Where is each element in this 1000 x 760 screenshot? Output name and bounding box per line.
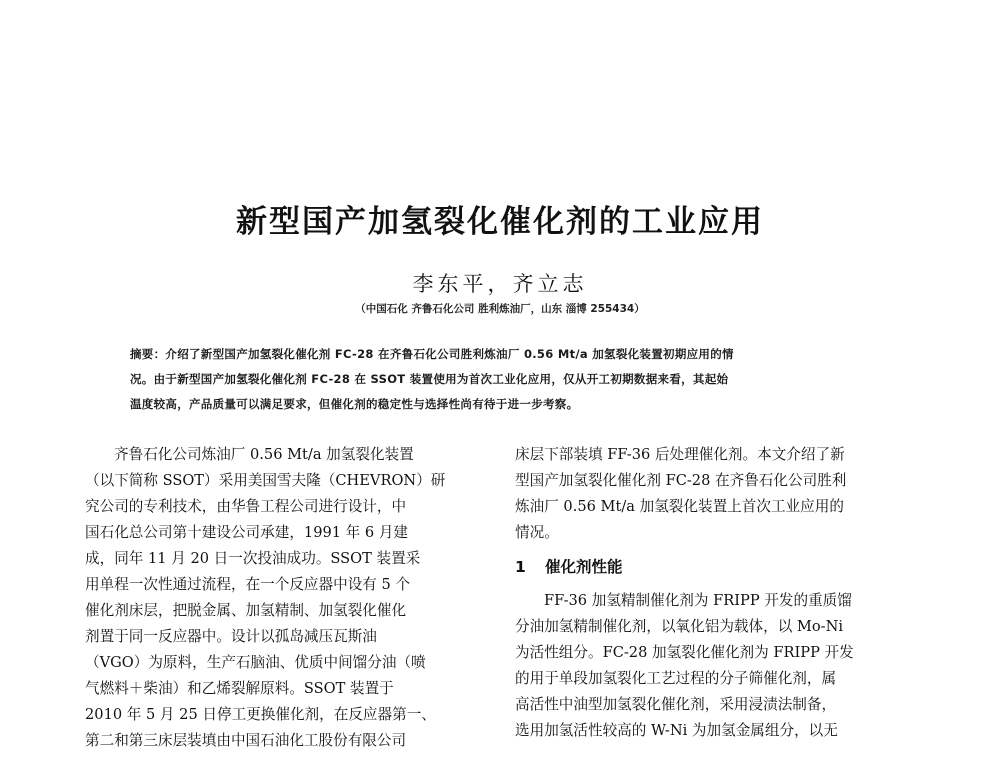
body-line: 2010 年 5 月 25 日停工更换催化剂，在反应器第一、 xyxy=(85,706,436,723)
abstract-line: 况。由于新型国产加氢裂化催化剂 FC-28 在 SSOT 装置使用为首次工业化应用，仅从开工初期数据来看，其起始 xyxy=(130,372,729,386)
body-line: 催化剂床层，把脱金属、加氢精制、加氢裂化催化 xyxy=(85,602,407,619)
abstract-line: 摘要：介绍了新型国产加氢裂化催化剂 FC-28 在齐鲁石化公司胜利炼油厂 0.56 Mt/a 加氢裂化装置初期应用的情 xyxy=(130,347,734,361)
body-line: 用单程一次性通过流程，在一个反应器中设有 5 个 xyxy=(85,576,411,593)
body-line: 情况。 xyxy=(515,524,559,541)
body-line: （VGO）为原料，生产石脑油、优质中间馏分油（喷 xyxy=(85,654,426,671)
body-line: 床层下部装填 FF-36 后处理催化剂。本文介绍了新 xyxy=(515,446,845,463)
body-line: 国石化总公司第十建设公司承建，1991 年 6 月建 xyxy=(85,524,409,541)
body-line: 选用加氢活性较高的 W-Ni 为加氢金属组分，以无 xyxy=(515,722,838,739)
paper-authors: 李东平，齐立志 xyxy=(412,272,588,296)
abstract-block xyxy=(130,342,875,417)
left-column xyxy=(85,442,485,754)
body-line: 气燃料＋柴油）和乙烯裂解原料。SSOT 装置于 xyxy=(85,680,394,697)
right-column xyxy=(515,442,915,744)
section-heading xyxy=(515,554,915,580)
body-line: 剂置于同一反应器中。设计以孤岛减压瓦斯油 xyxy=(85,628,377,645)
body-line: 的用于单段加氢裂化工艺过程的分子筛催化剂，属 xyxy=(515,670,837,687)
body-line: 成，同年 11 月 20 日一次投油成功。SSOT 装置采 xyxy=(85,550,421,567)
body-line: （以下简称 SSOT）采用美国雪夫隆（CHEVRON）研 xyxy=(85,472,446,489)
body-line: 高活性中油型加氢裂化催化剂，采用浸渍法制备， xyxy=(515,696,837,713)
body-line: 究公司的专利技术，由华鲁工程公司进行设计，中 xyxy=(85,498,407,515)
body-line: 分油加氢精制催化剂，以氧化铝为载体，以 Mo-Ni xyxy=(515,618,844,635)
paper-affiliation: （中国石化 齐鲁石化公司 胜利炼油厂，山东 淄博 255434） xyxy=(355,303,645,315)
section-number: 1 xyxy=(515,558,526,576)
body-line: 齐鲁石化公司炼油厂 0.56 Mt/a 加氢裂化装置 xyxy=(114,446,414,463)
body-line: 为活性组分。FC-28 加氢裂化催化剂为 FRIPP 开发 xyxy=(515,644,854,661)
section-title: 催化剂性能 xyxy=(545,558,623,576)
body-line: 炼油厂 0.56 Mt/a 加氢裂化装置上首次工业应用的 xyxy=(515,498,844,515)
abstract-line: 温度较高，产品质量可以满足要求，但催化剂的稳定性与选择性尚有待于进一步考察。 xyxy=(130,397,579,411)
body-line: FF-36 加氢精制催化剂为 FRIPP 开发的重质馏 xyxy=(544,592,852,609)
body-line: 第二和第三床层装填由中国石油化工股份有限公司 xyxy=(85,732,407,749)
paper-title: 新型国产加氢裂化催化剂的工业应用 xyxy=(236,204,764,240)
body-line: 型国产加氢裂化催化剂 FC-28 在齐鲁石化公司胜利 xyxy=(515,472,847,489)
